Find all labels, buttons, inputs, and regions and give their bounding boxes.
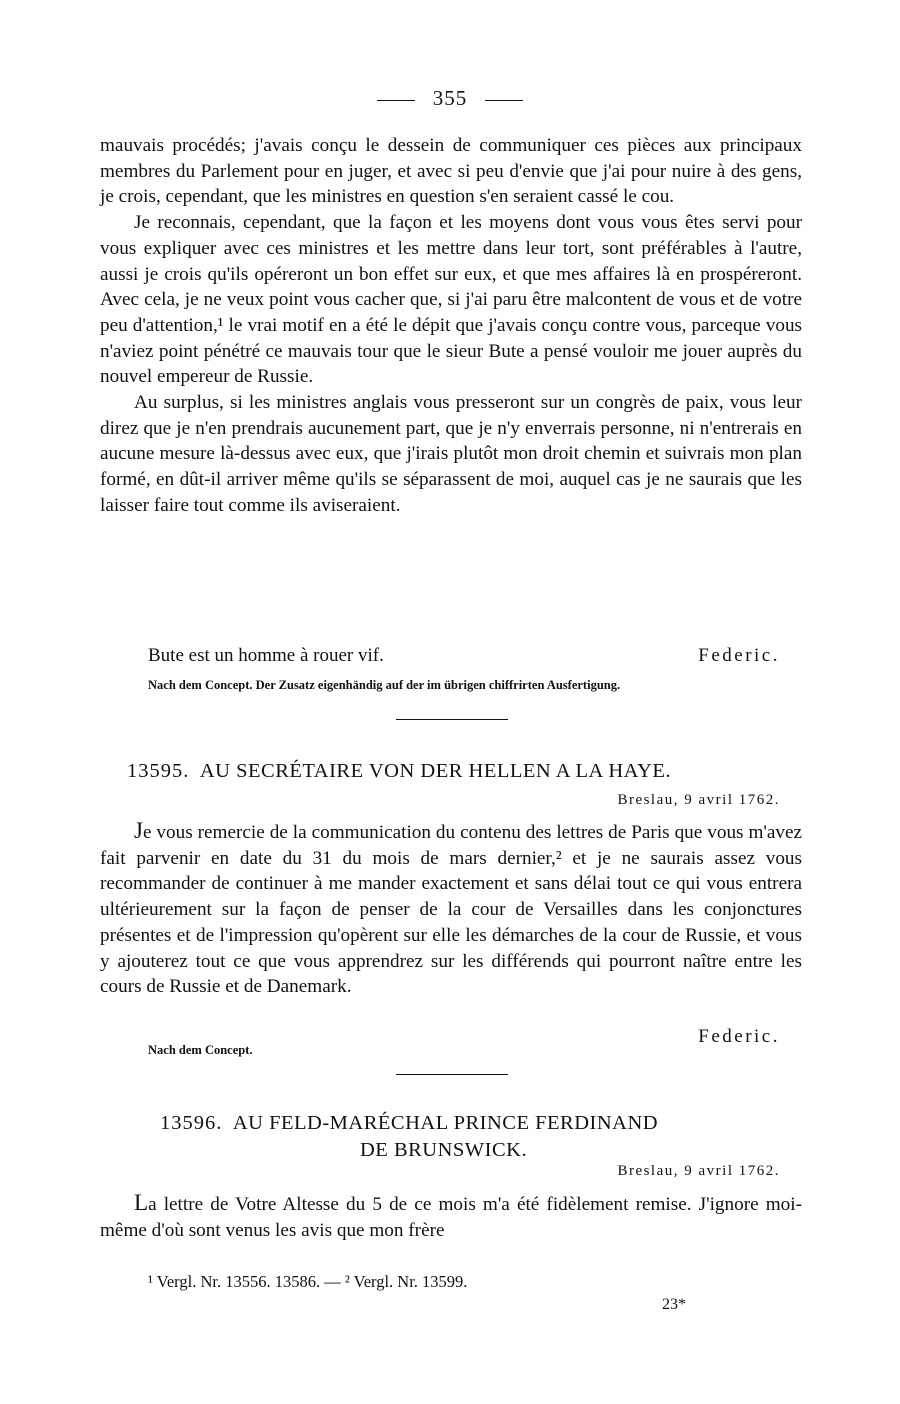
letter-paragraph-text: e vous remercie de la communication du contenu des lettres de Paris que vous m'avez fait parvenir en date du 31 du mois de mars dernier,² et je ne saurais assez vous recommander de continuer à me mander exactement et sans délai tout ce qui vous entrera ultérieurement sur la façon de penser de la cour de Versailles dans les conjonctures présentes et de l'impression qu'opèrent sur elle les démarches de la cour de Russie, et vous y ajouterez tout ce que vous apprendrez sur les différends qui pourront naître entre les cours de Russie et de Danemark. xyxy=(100,822,802,998)
sheet-signature-mark: 23* xyxy=(662,1296,686,1313)
letter-paragraph xyxy=(100,1190,802,1243)
letter-number: 13595. xyxy=(127,760,190,782)
letter-heading-13595 xyxy=(127,760,671,783)
postscript-line xyxy=(148,645,780,667)
letter-number: 13596. xyxy=(160,1112,223,1134)
source-note-1: Nach dem Concept. Der Zusatz eigenhändig auf der im übrigen chiffrirten Ausfertigung. xyxy=(148,678,621,692)
dateline-13595: Breslau, 9 avril 1762. xyxy=(617,792,780,808)
initial-letter: J xyxy=(134,818,143,843)
letter-continuation xyxy=(100,133,802,519)
initial-letter: L xyxy=(134,1190,149,1215)
footnotes: ¹ Vergl. Nr. 13556. 13586. — ² Vergl. Nr. 13599. xyxy=(148,1272,468,1291)
letter-paragraph xyxy=(100,818,802,1000)
section-divider-2 xyxy=(396,1074,508,1075)
postscript: Bute est un homme à rouer vif. xyxy=(148,645,384,666)
dateline-13596: Breslau, 9 avril 1762. xyxy=(617,1163,780,1179)
header-rule-left xyxy=(377,100,415,101)
letter-title: AU SECRÉTAIRE VON DER HELLEN A LA HAYE. xyxy=(199,760,672,782)
letter-title-line-1: AU FELD-MARÉCHAL PRINCE FERDINAND xyxy=(232,1112,659,1134)
page-header xyxy=(0,86,900,111)
paragraph-3: Au surplus, si les ministres anglais vous presseront sur un congrès de paix, vous leur direz que je n'en prendrais aucunement part, que je n'y enverrais personne, ni n'entrerais en aucune mesure là-dessus avec eux, que j'irais plutôt mon droit chemin et suivrais mon plan formé, en dût-il arriver même qu'ils se séparassent de moi, auquel cas je ne saurais que les laisser faire tout comme ils aviseraient. xyxy=(100,392,802,516)
signature-2: Federic. xyxy=(698,1026,780,1047)
signature-1: Federic. xyxy=(698,645,780,666)
letter-paragraph-text: a lettre de Votre Altesse du 5 de ce mois m'a été fidèlement remise. J'ignore moi-même d'où sont venus les avis que mon frère xyxy=(100,1194,802,1241)
letter-body-13596 xyxy=(100,1190,802,1243)
section-divider-1 xyxy=(396,719,508,720)
paragraph-1: mauvais procédés; j'avais conçu le dessein de communiquer ces pièces aux principaux membres du Parlement pour en juger, et avec si peu d'envie que j'ai pour nuire à des gens, je crois, cependant, que les ministres en question s'en seraient cassé le cou. xyxy=(100,135,802,208)
letter-title-line-2: DE BRUNSWICK. xyxy=(360,1139,528,1161)
header-rule-right xyxy=(485,100,523,101)
page-number: 355 xyxy=(432,86,468,110)
source-note-2: Nach dem Concept. xyxy=(148,1043,253,1057)
paragraph-2: Je reconnais, cependant, que la façon et les moyens dont vous vous êtes servi pour vous expliquer avec ces ministres et les mettre dans leur tort, sont préférables à l'autre, aussi je crois qu'ils opéreront un bon effet sur eux, et que mes affaires là en prospéreront. Avec cela, je ne veux point vous cacher que, si j'ai paru être malcontent de vous et de votre peu d'attention,¹ le vrai motif en a été le dépit que j'avais conçu contre vous, parceque vous n'aviez point pénétré ce mauvais tour que le sieur Bute a pensé vouloir me jouer auprès du nouvel empereur de Russie. xyxy=(100,212,802,388)
letter-body-13595 xyxy=(100,818,802,1000)
letter-heading-13596 xyxy=(160,1112,658,1135)
